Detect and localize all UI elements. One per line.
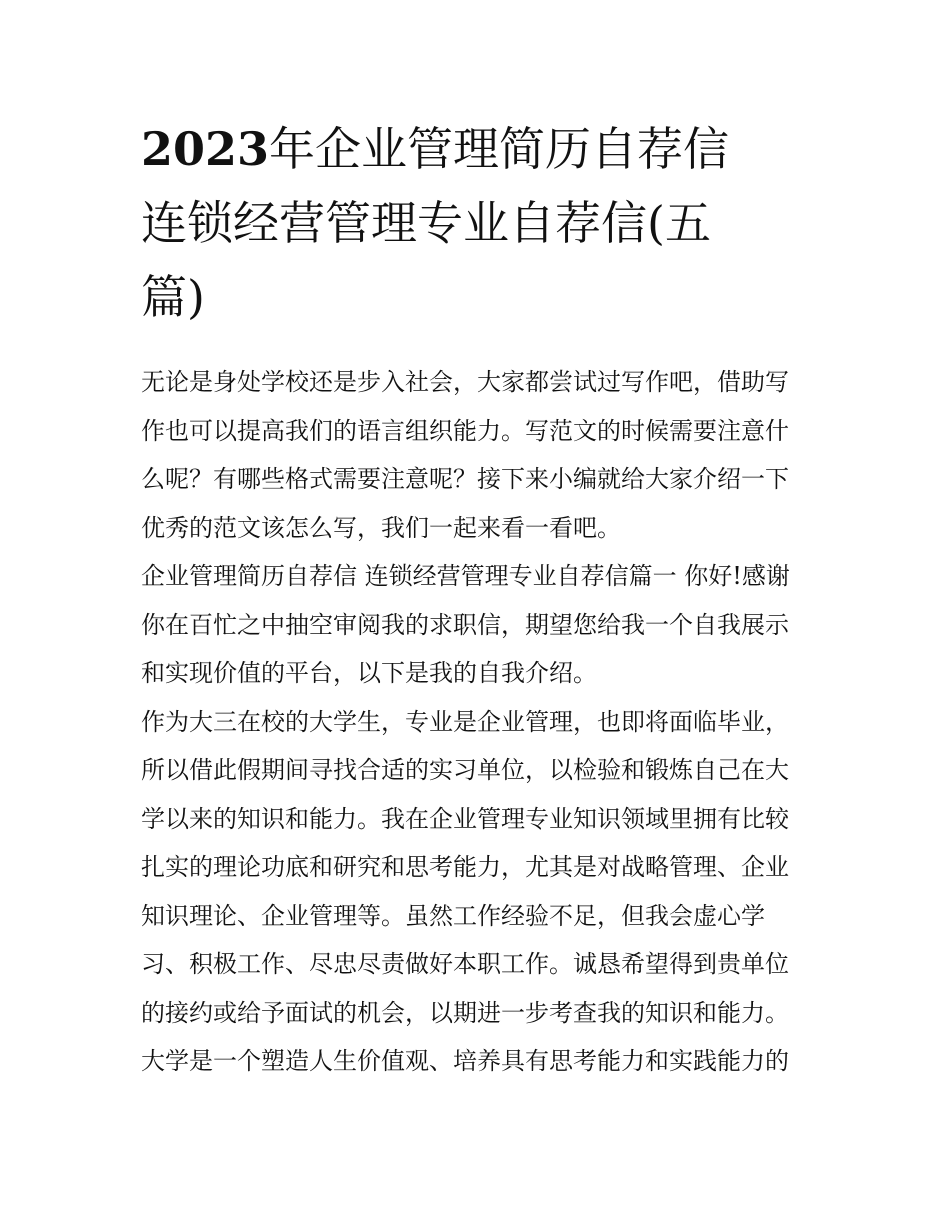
body-line: 的接约或给予面试的机会，以期进一步考查我的知识和能力。 [141,998,789,1027]
body-line: 和实现价值的平台，以下是我的自我介绍。 [141,659,597,687]
title-line-1 [141,112,821,186]
title-line-1-text: 年企业管理简历自荐信 [269,122,730,176]
document-title [141,112,821,334]
body-line: 作为大三在校的大学生，专业是企业管理，也即将面临毕业， [141,707,789,736]
body-line: 扎实的理论功底和研究和思考能力，尤其是对战略管理、企业 [141,853,789,881]
body-line: 无论是身处学校还是步入社会，大家都尝试过写作吧，借助写 [141,368,789,396]
title-year: 2023 [141,122,270,176]
title-line-2: 连锁经营管理专业自荐信(五 [141,196,711,250]
title-line-3: 篇) [141,270,205,324]
body-line: 大学是一个塑造人生价值观、培养具有思考能力和实践能力的 [141,1047,789,1075]
body-line: 习、积极工作、尽忠尽责做好本职工作。诚恳希望得到贵单位 [141,950,789,978]
body-line: 所以借此假期间寻找合适的实习单位，以检验和锻炼自己在大 [141,756,789,784]
body-line: 么呢？有哪些格式需要注意呢？接下来小编就给大家介绍一下 [141,465,789,493]
body-line: 你在百忙之中抽空审阅我的求职信，期望您给我一个自我展示 [141,610,789,639]
body-line: 学以来的知识和能力。我在企业管理专业知识领域里拥有比较 [141,804,789,833]
body-line: 知识理论、企业管理等。虽然工作经验不足，但我会虚心学 [141,901,765,930]
document-body [141,358,821,1086]
body-line: 作也可以提高我们的语言组织能力。写范文的时候需要注意什 [141,416,789,445]
body-line: 企业管理简历自荐信 连锁经营管理专业自荐信篇一 你好!感谢 [141,562,790,590]
body-line: 优秀的范文该怎么写，我们一起来看一看吧。 [141,513,621,542]
